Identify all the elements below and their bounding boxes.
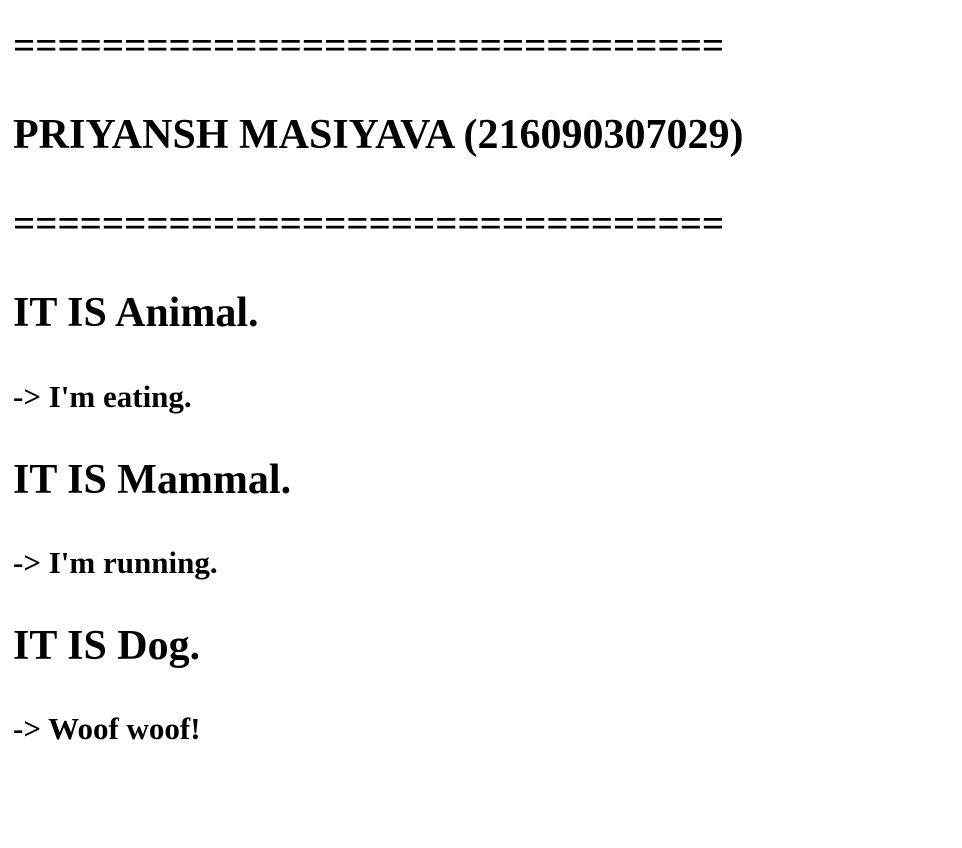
separator-bottom: ================================ (13, 202, 725, 245)
separator-top: ================================ (13, 24, 725, 67)
entry-heading-mammal: IT IS Mammal. (13, 457, 292, 503)
entry-heading-animal: IT IS Animal. (13, 290, 259, 336)
entry-action-mammal: -> I'm running. (13, 545, 218, 580)
page-title: PRIYANSH MASIYAVA (216090307029) (13, 112, 744, 158)
entry-action-dog: -> Woof woof! (13, 711, 201, 746)
entry-heading-dog: IT IS Dog. (13, 623, 201, 669)
entry-action-animal: -> I'm eating. (13, 379, 192, 414)
